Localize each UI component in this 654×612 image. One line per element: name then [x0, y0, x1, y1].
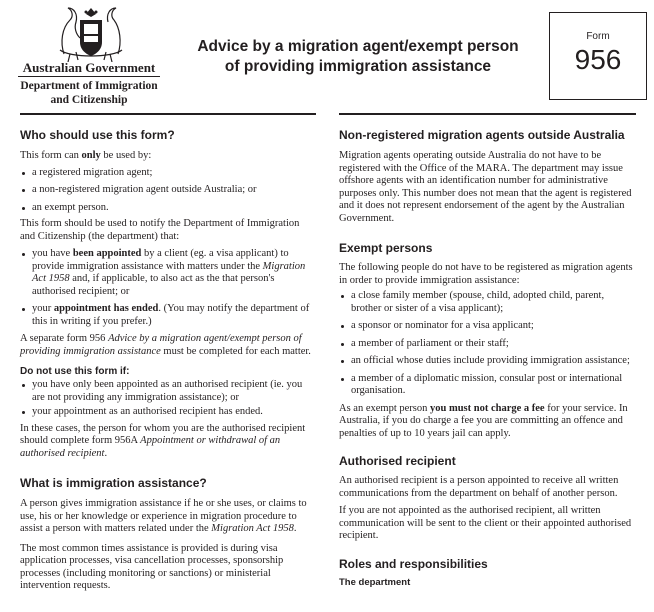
auth-para: If you are not appointed as the authorised recipient, all written communication will be sent to the client or their appointed authorised recipient. — [339, 505, 632, 541]
roles-heading: Roles and responsibilities — [339, 556, 488, 571]
department-name: Department of Immigration and Citizenship — [20, 80, 158, 106]
nonreg-para: Migration agents operating outside Australia do not have to be registered with the Office of the MARA. The department may issue offshore agents with an identification number for administrative purposes only. This number does not mean that the agent is registered and it does not represent endorsement of the agent by the Australian Government. — [339, 150, 632, 224]
list-item: your appointment as an authorised recipient has ended. — [20, 406, 316, 419]
list-item: you have been appointed by a client (eg. a visa applicant) to provide immigration assistance with matters under the Migration Act 1958 and, if applicable, to also act as the that person's authorised recipient; or — [20, 248, 316, 298]
exempt-intro: The following people do not have to be registered as migration agents in order to provide immigration assistance: — [339, 262, 633, 286]
auth-heading: Authorised recipient — [339, 454, 456, 468]
government-name: Australian Government — [22, 60, 156, 75]
separate-form-para: A separate form 956 Advice by a migration agent/exempt person of providing immigration assistance must be completed for each matter. — [20, 333, 311, 357]
exempt-heading: Exempt persons — [339, 241, 433, 255]
divider — [18, 76, 160, 77]
list-item: an exempt person. — [20, 202, 316, 215]
list-item: a sponsor or nominator for a visa applicant; — [339, 320, 636, 333]
list-item: a member of a diplomatic mission, consular post or international organisation. — [339, 373, 636, 398]
list-item: an official whose duties include providing immigration assistance; — [339, 355, 636, 368]
page-title: Advice by a migration agent/exempt person of providing immigration assistance — [197, 38, 519, 75]
donot-heading: Do not use this form if: — [20, 366, 130, 377]
list-item: a non-registered migration agent outside Australia; or — [20, 184, 316, 197]
list-item: a close family member (spouse, child, adopted child, parent, brother or sister of a visa applicant); — [339, 290, 636, 315]
form-number-box — [549, 12, 647, 100]
fee-para: As an exempt person you must not charge a fee for your service. In Australia, if you do charge a fee you are committing an offence and penalties of up to 10 years jail can apply. — [339, 402, 628, 439]
list-item: a registered migration agent; — [20, 167, 316, 180]
list-item: you have only been appointed as an authorised recipient (ie. you are not providing any immigration assistance); or — [20, 379, 316, 404]
right-column-rule — [339, 113, 636, 115]
list-item: your appointment has ended. (You may notify the department of this in writing if you prefer.) — [20, 303, 316, 328]
coat-of-arms-icon — [50, 4, 132, 62]
exempt-list — [339, 290, 636, 398]
what-heading: What is immigration assistance? — [20, 476, 207, 490]
what-para: A person gives immigration assistance if he or she uses, or claims to use, his or her knowledge or experience in migration procedure to assist a person with matters related under the Migration Act 1958. — [20, 498, 307, 534]
who-para: This form should be used to notify the Department of Immigration and Citizenship (the department) that: — [20, 218, 300, 242]
donot-list — [20, 379, 316, 419]
nonreg-heading: Non-registered migration agents outside Australia — [339, 128, 625, 142]
form-label: Form — [586, 31, 610, 42]
who-heading: Who should use this form? — [20, 128, 175, 142]
notify-list — [20, 248, 316, 328]
list-item: a member of parliament or their staff; — [339, 338, 636, 351]
donot-para: In these cases, the person for whom you are the authorised recipient should complete form 956A Appointment or withdrawal of an authorised recipient. — [20, 422, 306, 459]
what-para: The most common times assistance is provided is during visa application processes, visa cancellation processes, sponsorship processes (including monitoring or sanctions) or ministerial intervention requests. — [20, 542, 284, 591]
left-column-rule — [20, 113, 316, 115]
form-number: 956 — [574, 44, 622, 75]
left-column — [20, 128, 316, 593]
user-type-list — [20, 167, 316, 215]
who-intro: This form can only be used by: — [20, 150, 152, 161]
roles-subheading: The department — [339, 576, 411, 588]
right-column — [339, 128, 636, 588]
auth-para: An authorised recipient is a person appointed to receive all written communications from the department on behalf of another person. — [339, 475, 619, 499]
